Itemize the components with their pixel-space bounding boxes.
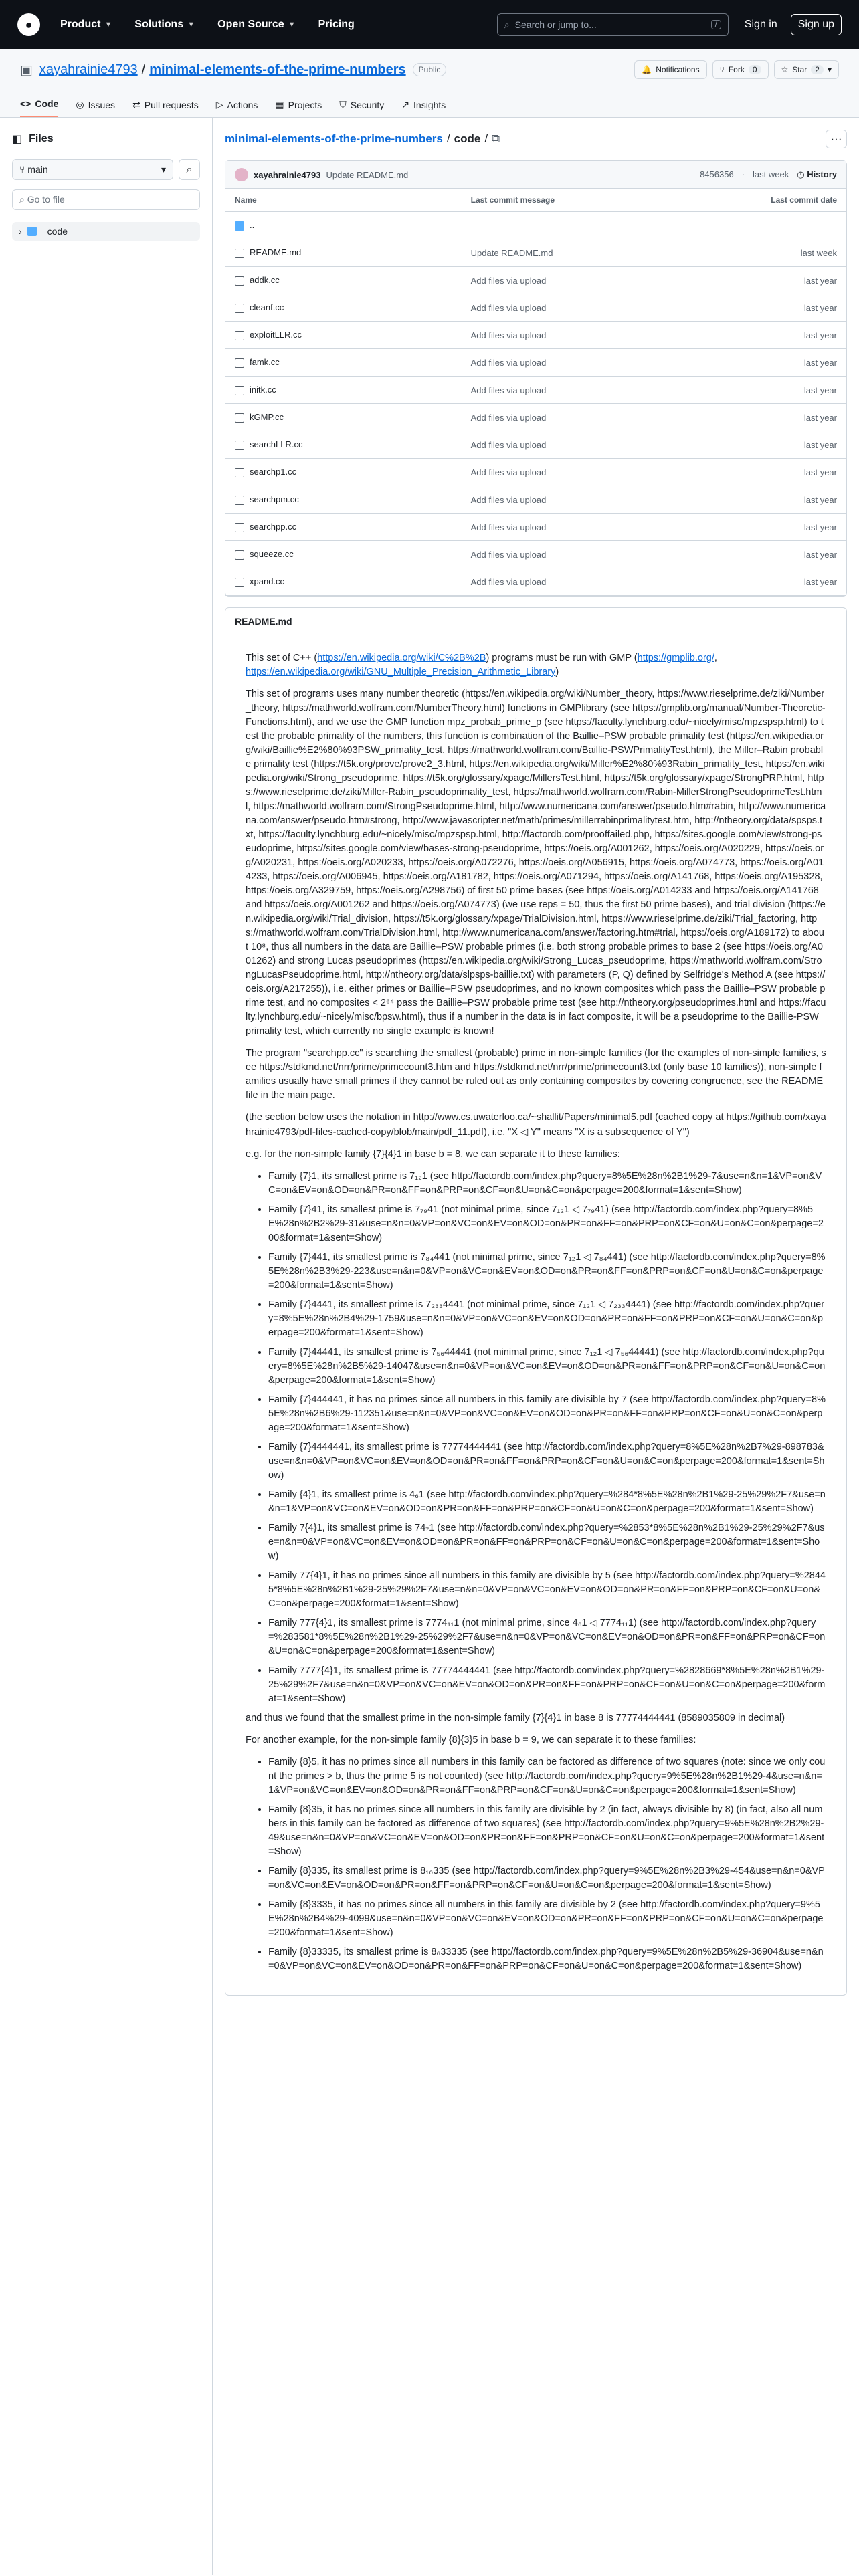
file-icon (235, 358, 244, 368)
file-commit-date: last year (672, 568, 846, 596)
file-name[interactable] (225, 514, 462, 541)
file-icon (235, 578, 244, 587)
file-link[interactable]: kGMP.cc (250, 412, 284, 423)
branch-label: main (27, 164, 48, 175)
list-item: • Family {7}44441, its smallest prime is 7₅₆44441 (not minimal prime, since 7₁₂1 ◁ 7₅₆44441) (see http://factordb.com/index.php?query=8%5E%28n%2B5%29-14047&use=n&n=0&VP=on&VC=on&EV=on&OD=on&PR=on&FF=on&PRP=on&CF=on&U=on&C=on&perpage=200&format=1&sent=Show) (268, 1346, 826, 1388)
col-name: Name (225, 189, 462, 212)
file-commit-message[interactable]: Add files via upload (462, 459, 672, 486)
list-item: • Family 7777{4}1, its smallest prime is 77774444441 (see http://factordb.com/index.php?query=%2828669*8%5E%28n%2B1%29-25%29%2F7&use=n&n=0&VP=on&VC=on&EV=on&OD=on&PR=on&FF=on&PRP=on&CF=on&U=on&C=on&perpage=200&format=1&sent=Show) (268, 1664, 826, 1706)
file-commit-message[interactable]: Add files via upload (462, 349, 672, 377)
file-commit-message[interactable]: Add files via upload (462, 486, 672, 514)
file-icon (235, 468, 244, 477)
breadcrumb (225, 130, 847, 148)
code-icon: <> (20, 98, 31, 109)
branch-icon: ⑂ (19, 164, 28, 175)
nav-solutions[interactable] (134, 19, 195, 31)
tab-pull-requests[interactable] (132, 99, 199, 117)
text: ) programs must be run with GMP ( (486, 653, 638, 663)
table-row[interactable] (225, 514, 846, 541)
file-name[interactable] (225, 486, 462, 514)
file-commit-message[interactable]: Add files via upload (462, 431, 672, 459)
issue-icon: ◎ (76, 99, 84, 110)
table-row[interactable] (225, 431, 846, 459)
list-item: • Family {7}444441, it has no primes since all numbers in this family are divisible by 7 (see http://factordb.com/index.php?query=8%5E%28n%2B6%29-112351&use=n&n=0&VP=on&VC=on&EV=on&OD=on&PR=on&FF=on&PRP=on&CF=on&U=on&C=on&perpage=200&format=1&sent=Show) (268, 1393, 826, 1435)
col-date: Last commit date (672, 189, 846, 212)
list-item: • Family {8}33335, its smallest prime is 8₆33335 (see http://factordb.com/index.php?query=9%5E%28n%2B5%29-36904&use=n&n=0&VP=on&VC=on&EV=on&OD=on&PR=on&FF=on&PRP=on&CF=on&U=on&C=on&perpage=200&format=1&sent=Show) (268, 1945, 826, 1973)
file-name[interactable] (225, 377, 462, 404)
nav-product[interactable] (60, 19, 112, 31)
readme-paragraph: For another example, for the non-simple family {8}{3}5 in base b = 9, we can separate it to these families: (246, 1735, 696, 1746)
table-row[interactable] (225, 377, 846, 404)
tab-label: Security (350, 99, 385, 110)
github-logo-icon[interactable]: ● (17, 13, 40, 36)
repo-icon: ▣ (20, 62, 33, 78)
readme-body (225, 635, 846, 1995)
tab-label: Pull requests (144, 99, 199, 110)
list-item: • Family {8}5, it has no primes since all numbers in this family can be factored as difference of two squares (note: since we only count the primes > b, thus the prime 5 is not counted) (see http://factordb.com/index.php?query=9%5E%28n%2B1%29-4&use=n&n=1&VP=on&VC=on&EV=on&OD=on&PR=on&FF=on&PRP=on&CF=on&U=on&C=on&perpage=200&format=1&sent=Show) (268, 1755, 826, 1798)
fork-count: 0 (749, 65, 761, 74)
file-commit-date: last year (672, 322, 846, 349)
file-name[interactable] (225, 459, 462, 486)
file-commit-message[interactable]: Add files via upload (462, 404, 672, 431)
sidebar-title-label: Files (29, 133, 54, 144)
breadcrumb-sep: / (446, 132, 450, 145)
file-icon (235, 249, 244, 258)
breadcrumb-sep: / (484, 132, 488, 145)
file-link[interactable]: searchLLR.cc (250, 439, 303, 450)
list-item: • Family {4}1, its smallest prime is 4₆1 (see http://factordb.com/index.php?query=%284*8%5E%28n%2B1%29-25%29%2F7&use=n&n=1&VP=on&VC=on&EV=on&OD=on&PR=on&FF=on&PRP=on&CF=on&U=on&C=on&perpage=200&format=1&sent=Show) (268, 1488, 826, 1516)
repo-tabs (0, 90, 859, 118)
link[interactable]: https://en.wikipedia.org/wiki/C%2B%2B (317, 653, 486, 663)
file-commit-message[interactable]: Add files via upload (462, 568, 672, 596)
readme-title: README.md (225, 608, 846, 635)
repo-header (0, 49, 859, 90)
readme-paragraph (246, 651, 826, 679)
text: , (714, 653, 717, 663)
repo-sep: / (141, 62, 146, 77)
file-commit-date: last year (672, 541, 846, 568)
file-link[interactable]: README.md (250, 247, 302, 258)
file-icon (235, 304, 244, 313)
chevron-down-icon: ▾ (161, 164, 166, 175)
tab-label: Code (35, 98, 59, 109)
tree-item-code[interactable] (12, 222, 200, 241)
file-link[interactable]: xpand.cc (250, 576, 285, 587)
fork-button[interactable] (712, 60, 769, 79)
nav-label: Pricing (318, 19, 355, 30)
file-commit-date: last year (672, 431, 846, 459)
file-commit-message[interactable]: Add files via upload (462, 322, 672, 349)
text: ) (555, 667, 559, 678)
readme-paragraph: and thus we found that the smallest prime in the non-simple family {7}{4}1 in base 8 is 77774444441 (8589035809 in decimal) (246, 1713, 785, 1724)
file-link[interactable]: searchpp.cc (250, 522, 297, 532)
btn-label: Star (792, 65, 807, 74)
file-link[interactable]: famk.cc (250, 357, 280, 368)
list-item: • Family {8}3335, it has no primes since all numbers in this family are divisible by 2 (see http://factordb.com/index.php?query=9%5E%28n%2B4%29-4099&use=n&n=0&VP=on&VC=on&EV=on&OD=on&PR=on&FF=on&PRP=on&CF=on&U=on&C=on&perpage=200&format=1&sent=Show) (268, 1898, 826, 1940)
file-commit-message[interactable]: Add files via upload (462, 514, 672, 541)
table-row[interactable] (225, 349, 846, 377)
table-row[interactable] (225, 486, 846, 514)
file-icon (235, 331, 244, 340)
nav-pricing[interactable] (318, 19, 355, 31)
file-commit-date: last year (672, 267, 846, 294)
signin-link[interactable]: Sign in (744, 19, 777, 30)
tab-label: Insights (413, 99, 446, 110)
tab-code[interactable] (20, 98, 58, 117)
list-item: • Family {8}35, it has no primes since all numbers in this family are divisible by 2 (in fact, always divisible by 8) (in fact, also all numbers in this family can be factored as difference of two squares) (see http://factordb.com/index.php?query=9%5E%28n%2B2%29-49&use=n&n=0&VP=on&VC=on&EV=on&OD=on&PR=on&FF=on&PRP=on&CF=on&U=on&C=on&perpage=200&format=1&sent=Show) (268, 1803, 826, 1859)
chevron-right-icon: › (19, 226, 22, 237)
file-commit-date: last year (672, 514, 846, 541)
folder-icon (235, 221, 244, 231)
file-commit-date: last year (672, 377, 846, 404)
file-tree-sidebar (0, 118, 213, 2575)
chevron-down-icon[interactable]: ▾ (827, 65, 832, 74)
tab-projects[interactable] (275, 99, 322, 117)
file-listing (225, 160, 847, 597)
family-list (246, 1755, 826, 1973)
table-row[interactable] (225, 267, 846, 294)
tab-security[interactable] (339, 99, 384, 117)
file-commit-message[interactable]: Add files via upload (462, 377, 672, 404)
search-shortcut: / (711, 20, 721, 29)
file-link[interactable]: initk.cc (250, 385, 276, 395)
file-table (225, 189, 846, 596)
tree-item-label: code (47, 226, 68, 237)
search-icon: ⌕ (186, 163, 193, 175)
file-commit-message[interactable]: Update README.md (462, 239, 672, 267)
file-link[interactable]: cleanf.cc (250, 302, 284, 313)
file-link[interactable]: .. (250, 220, 255, 231)
family-list (246, 1170, 826, 1707)
file-name[interactable] (225, 239, 462, 267)
repo-name[interactable]: minimal-elements-of-the-prime-numbers (149, 62, 406, 77)
file-icon (235, 276, 244, 286)
file-commit-date (672, 212, 846, 239)
table-row[interactable] (225, 294, 846, 322)
list-item: • Family 777{4}1, its smallest prime is 7774₁₁1 (not minimal prime, since 4₆1 ◁ 7774₁₁1) (see http://factordb.com/index.php?query=%283581*8%5E%28n%2B1%29-25%29%2F7&use=n&n=0&VP=on&VC=on&EV=on&OD=on&PR=on&FF=on&PRP=on&CF=on&U=on&C=on&perpage=200&format=1&sent=Show) (268, 1616, 826, 1658)
pull-request-icon: ⇄ (132, 99, 140, 110)
list-item: • Family {7}4444441, its smallest prime is 77774444441 (see http://factordb.com/index.php?query=8%5E%28n%2B7%29-898783&use=n&n=0&VP=on&VC=on&EV=on&OD=on&PR=on&FF=on&PRP=on&CF=on&U=on&C=on&perpage=200&format=1&sent=Show) (268, 1440, 826, 1483)
nav-label: Product (60, 19, 101, 30)
file-name[interactable] (225, 322, 462, 349)
history-icon: ◷ (797, 169, 807, 179)
file-name[interactable] (225, 541, 462, 568)
file-link[interactable]: exploitLLR.cc (250, 330, 302, 340)
breadcrumb-repo[interactable]: minimal-elements-of-the-prime-numbers (225, 132, 443, 145)
col-message: Last commit message (462, 189, 672, 212)
readme-paragraph: This set of programs uses many number theoretic (https://en.wikipedia.org/wiki/Number_theory, https://www.rieselprime.de/ziki/Number_theory, https://mathworld.wolfram.com/NumberTheory.html) functions in GMPlibrary (see https://gmplib.org/manual/Number-Theoretic-Functions.html), and we use the GMP function mpz_probab_prime_p (see https://faculty.lynchburg.edu/~nicely/misc/mpzspsp.html) to test the probable primality of the numbers, this function is combination of the Baillie–PSW probable primality test (https://en.wikipedia.org/wiki/Baillie%E2%80%93PSW_primality_test, https://mathworld.wolfram.com/Baillie-PSWPrimalityTest.html), the Miller–Rabin probable primality test (https://t5k.org/prove/prove2_3.html, https://en.wikipedia.org/wiki/Miller%E2%80%93Rabin_primality_test, https://en.wikipedia.org/wiki/Strong_pseudoprime, https://t5k.org/glossary/xpage/MillersTest.html, https://t5k.org/glossary/xpage/StrongPRP.html, https://www.rieselprime.de/ziki/Miller-Rabin_pseudoprimality_test, https://mathworld.wolfram.com/Rabin-MillerStrongPseudoprimeTest.html, https://mathworld.wolfram.com/StrongPseudoprime.html, http://www.numericana.com/answer/pseudo.htm#rabin, http://www.numericana.com/answer/pseudo.htm#strong, http://www.javascripter.net/math/primes/millerrabinprimalitytest.htm, http://ntheory.org/data/spsps.txt, https://faculty.lynchburg.edu/~nicely/misc/mpzspsp.html, http://factordb.com/prooffailed.php, https://sites.google.com/view/strong-pseudoprime, https://sites.google.com/view/bases-strong-pseudoprime, https://oeis.org/A001262, https://oeis.org/A020229, https://oeis.org/A020231, https://oeis.org/A020233, https://oeis.org/A072276, https://oeis.org/A056915, https://oeis.org/A074773, https://oeis.org/A014233, https://oeis.org/A006945, https://oeis.org/A181782, https://oeis.org/A071294, https://oeis.org/A141768, https://oeis.org/A195328, https://oeis.org/A329759, https://oeis.org/A298756) of first 50 prime bases (see https://oeis.org/A014233 and https://oeis.org/A141768 and https://oeis.org/A001262 and https://oeis.org/A074773) (we use reps = 50, thus the first 50 prime bases), and trial division (https://en.wikipedia.org/wiki/Trial_division, https://t5k.org/glossary/xpage/TrialDivision.html, https://www.rieselprime.de/ziki/Trial_factoring, https://mathworld.wolfram.com/TrialDivision.html, http://www.numericana.com/answer/factoring.htm#trial, https://oeis.org/A189172) to about 10⁸, thus all numbers in the data are Baillie–PSW probable primes (i.e. both strong probable primes to base 2 (see https://oeis.org/A001262) and strong Lucas pseudoprimes (https://en.wikipedia.org/wiki/Strong_Lucas_pseudoprime, https://mathworld.wolfram.com/StrongLucasPseudoprime.html, http://ntheory.org/data/slpsps-baillie.txt) with parameters (P, Q) defined by Selfridge's Method A (see https://oeis.org/A217255)), i.e. either primes or Baillie–PSW pseudoprimes, and no known composites which pass the Baillie–PSW probable prime test, and no composites < 2⁶⁴ pass the Baillie–PSW probable prime test (see http://ntheory.org/pseudoprimes.html and https://faculty.lynchburg.edu/~nicely/misc/bpsw.html), thus if a number in the data is in fact composite, it will be a pseudoprime to the Baillie-PSW primality test, which currently no single example is known! (246, 689, 826, 1037)
list-item: • Family {7}1, its smallest prime is 7₁₂1 (see http://factordb.com/index.php?query=8%5E%28n%2B1%29-7&use=n&n=1&VP=on&VC=on&EV=on&OD=on&PR=on&FF=on&PRP=on&CF=on&U=on&C=on&perpage=200&format=1&sent=Show) (268, 1170, 826, 1198)
file-icon (235, 413, 244, 423)
table-row[interactable] (225, 459, 846, 486)
file-link[interactable]: searchp1.cc (250, 467, 297, 477)
file-name[interactable] (225, 349, 462, 377)
star-icon: ☆ (781, 65, 789, 74)
table-icon: ▦ (275, 99, 284, 110)
readme-paragraph: (the section below uses the notation in http://www.cs.uwaterloo.ca/~shallit/Papers/minimal5.pdf (cached copy at https://github.com/xayahrainie4793/pdf-files-cached-copy/blob/main/pdf_11.pdf), i.e. "X ◁ Y" means "X is a subsequence of Y") (246, 1112, 826, 1138)
file-link[interactable]: searchpm.cc (250, 494, 299, 505)
file-icon (235, 550, 244, 560)
breadcrumb-dir: code (454, 132, 481, 145)
go-to-file-input[interactable] (12, 189, 200, 210)
play-icon: ▷ (215, 99, 223, 110)
file-name[interactable] (225, 294, 462, 322)
chevron-down-icon: ▼ (187, 21, 195, 29)
list-item: • Family {7}41, its smallest prime is 7₇₉41 (not minimal prime, since 7₁₂1 ◁ 7₇₉41) (see http://factordb.com/index.php?query=8%5E%28n%2B2%29-31&use=n&n=0&VP=on&VC=on&EV=on&OD=on&PR=on&FF=on&PRP=on&CF=on&U=on&C=on&perpage=200&format=1&sent=Show) (268, 1203, 826, 1245)
tab-issues[interactable] (76, 99, 115, 117)
main-content (213, 118, 859, 2575)
file-name[interactable] (225, 212, 462, 239)
kebab-icon: ··· (830, 132, 842, 145)
table-row[interactable] (225, 322, 846, 349)
search-input[interactable] (497, 13, 729, 36)
file-commit-message[interactable]: Add files via upload (462, 267, 672, 294)
search-placeholder: Search or jump to... (514, 19, 597, 30)
list-item: • Family {7}441, its smallest prime is 7₈₄441 (not minimal prime, since 7₁₂1 ◁ 7₈₄441) (see http://factordb.com/index.php?query=8%5E%28n%2B3%29-223&use=n&n=0&VP=on&VC=on&EV=on&OD=on&PR=on&FF=on&PRP=on&CF=on&U=on&C=on&perpage=200&format=1&sent=Show) (268, 1251, 826, 1293)
search-files-button[interactable] (179, 159, 200, 180)
history-button[interactable] (797, 169, 837, 180)
signup-button[interactable]: Sign up (791, 14, 842, 35)
file-icon (235, 496, 244, 505)
file-link[interactable]: addk.cc (250, 275, 280, 286)
fork-icon: ⑂ (719, 65, 725, 74)
goto-placeholder: Go to file (27, 194, 65, 205)
readme-panel (225, 607, 847, 1996)
file-commit-message[interactable] (462, 212, 672, 239)
table-row[interactable] (225, 541, 846, 568)
shield-icon: ⛉ (339, 99, 347, 110)
folder-icon (27, 227, 37, 236)
tab-insights[interactable] (401, 99, 446, 117)
list-item: • Family {7}4441, its smallest prime is 7₂₃₃4441 (not minimal prime, since 7₁₂1 ◁ 7₂₃₃4441) (see http://factordb.com/index.php?query=8%5E%28n%2B4%29-1759&use=n&n=0&VP=on&VC=on&EV=on&OD=on&PR=on&FF=on&PRP=on&CF=on&U=on&C=on&perpage=200&format=1&sent=Show) (268, 1298, 826, 1340)
list-item: • Family {8}335, its smallest prime is 8₁₀335 (see http://factordb.com/index.php?query=9%5E%28n%2B3%29-454&use=n&n=0&VP=on&VC=on&EV=on&OD=on&PR=on&FF=on&PRP=on&CF=on&U=on&C=on&perpage=200&format=1&sent=Show) (268, 1864, 826, 1893)
file-commit-date: last week (672, 239, 846, 267)
file-commit-date: last year (672, 459, 846, 486)
nav-open-source[interactable] (217, 19, 295, 31)
chevron-down-icon: ▼ (104, 21, 112, 29)
nav-label: Solutions (134, 19, 184, 30)
sidebar-toggle-icon[interactable]: ◧ (12, 134, 23, 145)
table-row[interactable] (225, 212, 846, 239)
file-commit-message[interactable]: Add files via upload (462, 294, 672, 322)
avatar[interactable] (235, 168, 248, 181)
file-icon (235, 386, 244, 395)
readme-paragraph: The program "searchpp.cc" is searching the smallest (probable) prime in non-simple families (for the examples of non-simple families, see https://stdkmd.net/nrr/prime/primecount3.htm and https://stdkmd.net/nrr/prime/primecount3.txt (only base 10 families)), non-simple families usually have small primes if they cannot be ruled out as only containing composites by covering congruence, see the README file in the main page. (246, 1048, 826, 1101)
list-item: • Family 7{4}1, its smallest prime is 74₇1 (see http://factordb.com/index.php?query=%2853*8%5E%28n%2B1%29-25%29%2F7&use=n&n=0&VP=on&VC=on&EV=on&OD=on&PR=on&FF=on&PRP=on&CF=on&U=on&C=on&perpage=200&format=1&sent=Show) (268, 1521, 826, 1564)
repo-owner[interactable]: xayahrainie4793 (39, 62, 138, 77)
commit-time: last week (753, 169, 789, 179)
btn-label: Fork (728, 65, 745, 74)
file-icon (235, 441, 244, 450)
file-name[interactable] (225, 267, 462, 294)
global-header (0, 0, 859, 49)
more-options-button[interactable] (826, 130, 847, 148)
latest-commit (225, 161, 846, 189)
file-commit-date: last year (672, 349, 846, 377)
tab-label: Actions (227, 99, 258, 110)
notifications-button[interactable] (634, 60, 706, 79)
link[interactable]: https://gmplib.org/ (637, 653, 714, 663)
copy-path-icon[interactable]: ⧉ (492, 132, 500, 145)
search-icon: ⌕ (504, 19, 510, 30)
file-link[interactable]: squeeze.cc (250, 549, 294, 560)
readme-paragraph: e.g. for the non-simple family {7}{4}1 in base b = 8, we can separate it to these families: (246, 1148, 620, 1160)
file-commit-date: last year (672, 294, 846, 322)
commit-hash[interactable]: 8456356 (700, 169, 734, 179)
link[interactable]: https://en.wikipedia.org/wiki/GNU_Multiple_Precision_Arithmetic_Library (246, 667, 556, 678)
btn-label: Notifications (656, 65, 700, 74)
search-icon: ⌕ (19, 194, 27, 205)
table-row[interactable] (225, 239, 846, 267)
file-commit-message[interactable]: Add files via upload (462, 541, 672, 568)
star-button[interactable] (774, 60, 840, 79)
branch-selector[interactable] (12, 159, 173, 180)
star-count: 2 (811, 65, 824, 74)
tab-actions[interactable] (216, 99, 258, 117)
chevron-down-icon: ▼ (288, 21, 296, 29)
tab-label: Issues (88, 99, 116, 110)
commit-author[interactable]: xayahrainie4793 (254, 169, 321, 180)
nav-label: Open Source (217, 19, 284, 30)
main-nav (60, 19, 355, 31)
table-row[interactable] (225, 404, 846, 431)
history-label: History (807, 169, 837, 179)
graph-icon: ↗ (401, 99, 410, 110)
visibility-badge: Public (413, 63, 447, 76)
file-commit-date: last year (672, 404, 846, 431)
text: This set of C++ ( (246, 653, 318, 663)
table-row[interactable] (225, 568, 846, 596)
file-commit-date: last year (672, 486, 846, 514)
bell-icon: 🔔 (642, 65, 652, 74)
tab-label: Projects (288, 99, 322, 110)
file-icon (235, 523, 244, 532)
sidebar-title (12, 132, 200, 146)
commit-sep: · (741, 169, 745, 179)
file-name[interactable] (225, 404, 462, 431)
file-name[interactable] (225, 568, 462, 596)
list-item: • Family 77{4}1, it has no primes since all numbers in this family are divisible by 5 (see http://factordb.com/index.php?query=%28445*8%5E%28n%2B1%29-25%29%2F7&use=n&n=0&VP=on&VC=on&EV=on&OD=on&PR=on&FF=on&PRP=on&CF=on&U=on&C=on&perpage=200&format=1&sent=Show) (268, 1569, 826, 1611)
commit-message[interactable]: Update README.md (326, 169, 409, 180)
file-name[interactable] (225, 431, 462, 459)
